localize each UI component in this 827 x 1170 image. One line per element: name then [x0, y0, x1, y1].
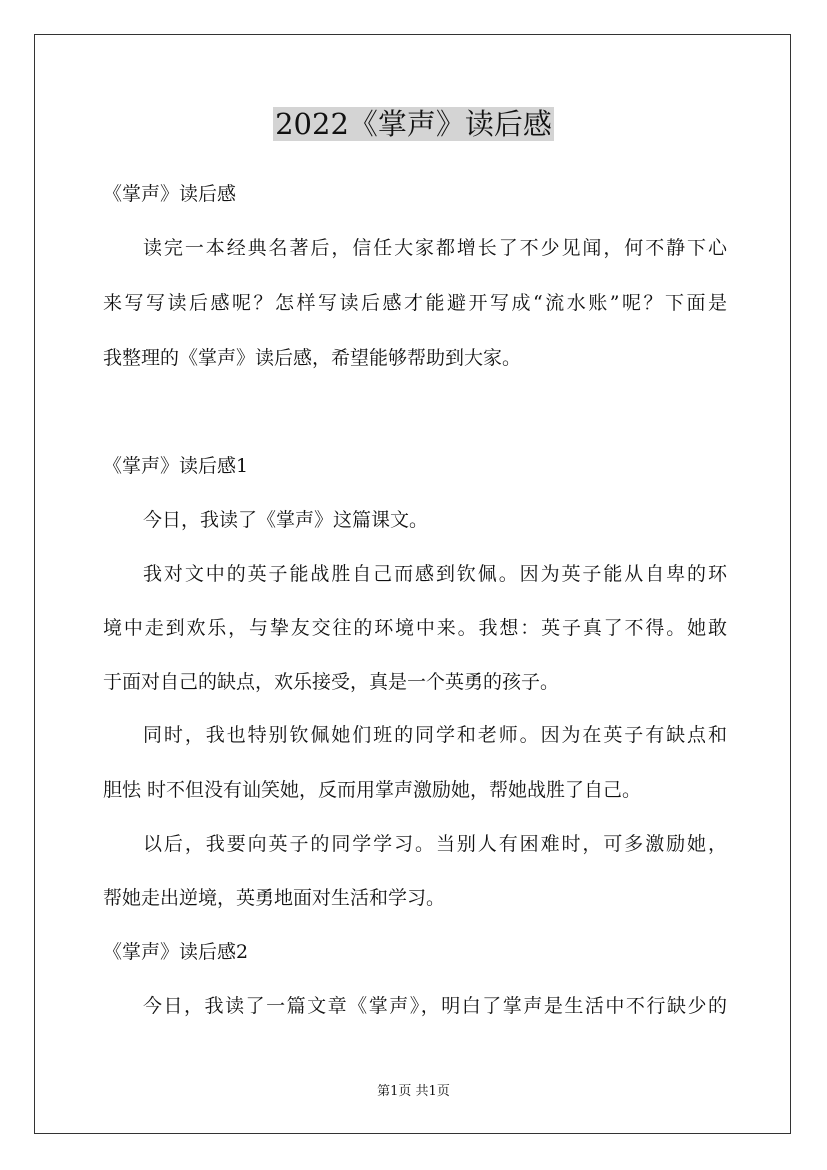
paragraph-line: 同时，我也特别钦佩她们班的同学和老师。因为在英子有缺点和 [143, 724, 727, 746]
paragraph-line: 来写写读后感呢？怎样写读后感才能避开写成“流水账”呢？下面是 [103, 292, 727, 314]
section-heading-1: 《掌声》读后感1 [103, 455, 249, 477]
paragraph-line: 胆怯 时不但没有讪笑她，反而用掌声激励她，帮她战胜了自己。 [103, 779, 642, 801]
paragraph-line: 我整理的《掌声》读后感，希望能够帮助到大家。 [103, 347, 522, 369]
document-title: 2022《掌声》读后感 [275, 107, 552, 141]
paragraph-line: 读完一本经典名著后，信任大家都增长了不少见闻，何不静下心 [143, 237, 727, 259]
section-heading-2: 《掌声》读后感2 [103, 941, 249, 963]
paragraph-line: 境中走到欢乐，与挚友交往的环境中来。我想：英子真了不得。她敢 [103, 617, 727, 639]
paragraph-line: 今日，我读了一篇文章《掌声》，明白了掌声是生活中不行缺少的 [143, 995, 727, 1017]
paragraph-line: 于面对自己的缺点，欢乐接受，真是一个英勇的孩子。 [103, 671, 560, 693]
intro-heading: 《掌声》读后感 [103, 183, 237, 205]
paragraph-line: 我对文中的英子能战胜自己而感到钦佩。因为英子能从自卑的环 [143, 563, 727, 585]
paragraph-line: 帮她走出逆境，英勇地面对生活和学习。 [103, 887, 446, 909]
paragraph-line: 今日，我读了《掌声》这篇课文。 [143, 509, 429, 531]
paragraph-line: 以后，我要向英子的同学学习。当别人有困难时，可多激励她， [143, 833, 727, 855]
page-footer: 第1页 共1页 [377, 1084, 450, 1099]
